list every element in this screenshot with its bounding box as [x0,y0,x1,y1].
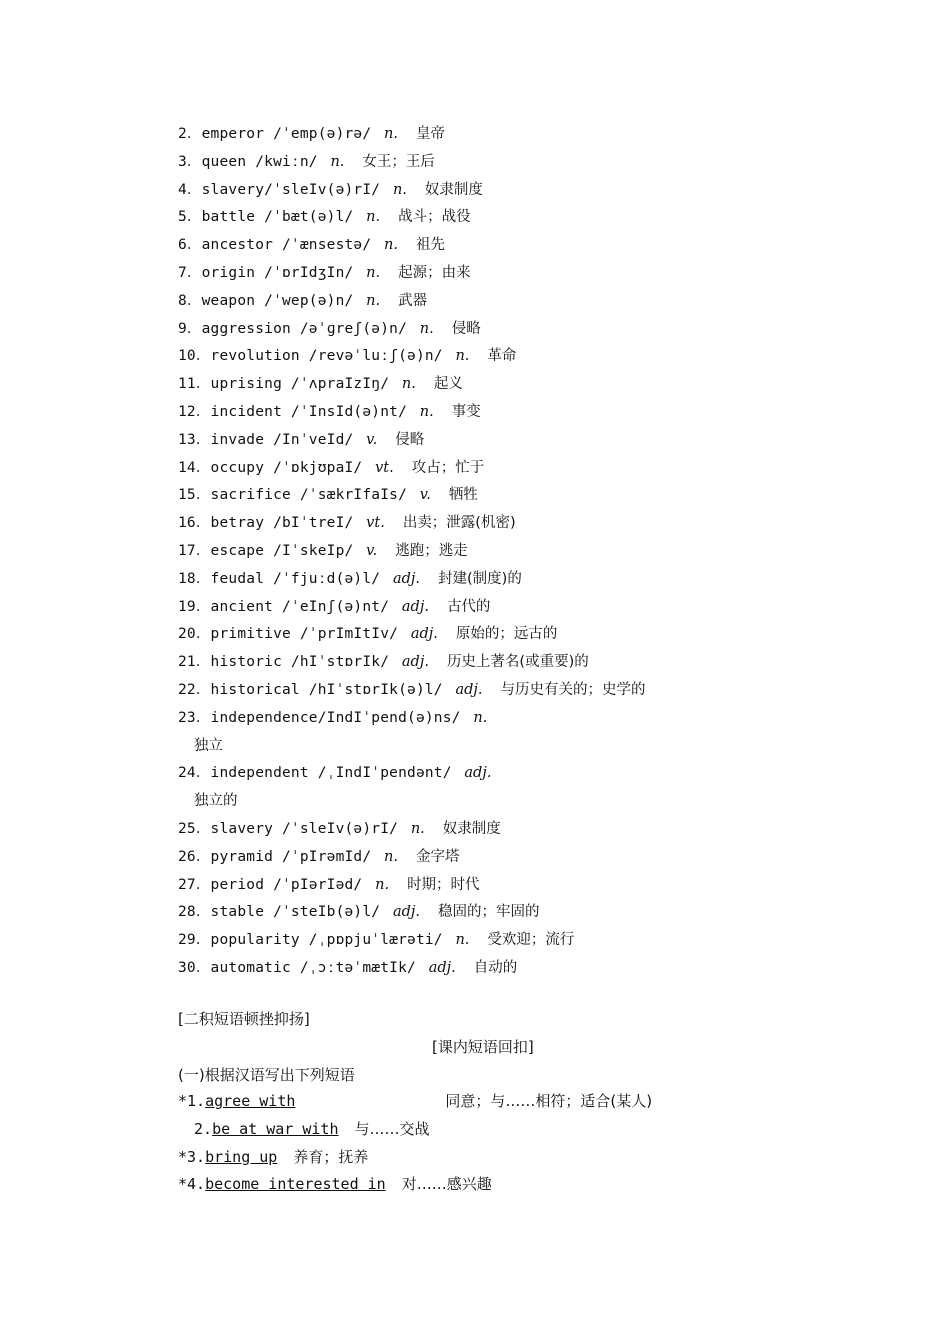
vocab-item [178,760,898,816]
phrase-meaning: 对……感兴趣 [401,1175,492,1194]
vocab-word: 10．revolution /revəˈluːʃ(ə)n/ [178,348,443,365]
phrase-meaning: 与……交战 [354,1119,430,1138]
vocab-meaning: 受欢迎；流行 [487,932,575,949]
vocab-item [178,566,898,594]
vocab-item [178,677,898,705]
vocab-word: 15．sacrifice /ˈsækrIfaIs/ [178,487,408,504]
vocab-item [178,121,898,149]
vocab-meaning: 牺牲 [448,487,478,504]
vocab-item [178,899,898,927]
phrase-answer: be at war with [212,1119,339,1138]
vocab-meaning: 逃跑；逃走 [395,542,468,559]
vocab-meaning: 古代的 [446,598,491,615]
part-of-speech: n. [384,237,398,254]
vocab-item [178,288,898,316]
part-of-speech: n. [392,181,407,198]
phrase-number: *3. [178,1147,206,1166]
vocabulary-list [178,121,898,983]
vocab-item [178,316,898,344]
vocab-word: 12．incident /ˈInsId(ə)nt/ [178,403,408,420]
vocab-item [178,399,898,427]
vocab-word: 22．historical /hIˈstɒrIk(ə)l/ [178,681,443,698]
phrase-answer: bring up [205,1147,278,1166]
part-of-speech: adj. [410,626,438,643]
part-of-speech: vt. [375,459,394,476]
vocab-meaning: 独立 [194,737,223,754]
vocab-meaning: 事变 [451,403,481,420]
vocab-meaning: 与历史有关的；史学的 [500,681,646,698]
vocab-meaning: 侵略 [451,320,481,337]
vocab-meaning: 稳固的；牢固的 [438,904,540,921]
part-of-speech: n. [401,376,416,393]
part-of-speech: adj. [392,904,421,921]
vocab-item [178,455,898,483]
vocab-word: 13．invade /InˈveId/ [178,431,354,448]
vocab-word: 30．automatic /ˌɔːtəˈmætIk/ [178,959,416,976]
phrase-number: *4. [178,1175,206,1194]
vocab-item [178,844,898,872]
vocab-meaning: 封建(制度)的 [438,570,522,587]
part-of-speech: n. [419,320,434,337]
vocab-meaning: 攻占；忙于 [411,459,485,476]
phrase-number: *1. [178,1092,206,1110]
subsection-title: [课内短语回扣] [432,1038,534,1056]
vocab-meaning: 奴隶制度 [424,181,483,198]
vocab-word: 4．slavery/ˈsleIv(ə)rI/ [178,181,381,198]
vocab-meaning: 金字塔 [415,848,460,865]
vocab-word: 19．ancient /ˈeInʃ(ə)nt/ [178,598,390,615]
phrase-item [178,1116,652,1144]
vocab-item [178,510,898,538]
vocab-word: 16．betray /bIˈtreI/ [178,515,354,532]
part-of-speech: adj. [464,765,492,782]
part-of-speech: v. [366,431,378,448]
vocab-meaning: 原始的；远古的 [455,626,558,643]
part-of-speech: n. [419,403,434,420]
vocab-word: 29．popularity /ˌpɒpjuˈlærəti/ [178,932,443,949]
vocab-word: 24．independent /ˌIndIˈpendənt/ [178,765,452,782]
vocab-item [178,955,898,983]
vocab-word: 25．slavery /ˈsleIv(ə)rI/ [178,820,399,837]
vocab-meaning: 革命 [487,348,517,365]
part-of-speech: n. [473,709,488,726]
part-of-speech: n. [384,848,398,865]
phrase-item [178,1088,652,1116]
vocab-meaning: 出卖；泄露(机密) [402,515,516,532]
vocab-word: 5．battle /ˈbæt(ə)l/ [178,209,354,226]
vocab-item [178,427,898,455]
part-of-speech: n. [410,820,425,837]
vocab-meaning: 起源；由来 [398,264,471,281]
vocab-meaning: 奴隶制度 [442,820,501,837]
vocab-meaning: 自动的 [473,959,518,976]
part-of-speech: vt. [366,515,385,532]
vocab-word: 11．uprising /ˈʌpraIzIŋ/ [178,376,390,393]
phrase-answer: become interested in [205,1175,386,1194]
part-of-speech: v. [366,542,378,559]
vocab-meaning: 祖先 [415,237,445,254]
part-title: (一)根据汉语写出下列短语 [178,1066,355,1084]
part-of-speech: adj. [455,681,483,698]
vocab-item [178,594,898,622]
part-of-speech: n. [455,932,470,949]
part-of-speech: n. [366,292,381,309]
vocab-meaning: 皇帝 [415,126,445,142]
vocab-meaning: 武器 [398,292,428,309]
vocab-item [178,204,898,232]
vocab-item [178,149,898,177]
vocab-word: 14．occupy /ˈɒkjʊpaI/ [178,459,363,476]
vocab-word: 7．origin /ˈɒrIdʒIn/ [178,264,354,281]
phrase-number: 2. [194,1119,213,1138]
vocab-meaning: 历史上著名(或重要)的 [446,654,589,671]
part-of-speech: adj. [401,598,429,615]
vocab-meaning: 侵略 [395,431,425,448]
vocab-word: 20．primitive /ˈprImItIv/ [178,626,399,643]
vocab-item [178,343,898,371]
vocab-word: 17．escape /IˈskeIp/ [178,542,354,559]
vocab-item [178,927,898,955]
vocab-item [178,232,898,260]
part-of-speech: n. [330,153,345,170]
section-title: [二积短语顿挫抑扬] [178,1010,310,1028]
part-of-speech: adj. [401,654,429,671]
vocab-word: 27．period /ˈpIərIəd/ [178,876,363,893]
vocab-item [178,260,898,288]
part-of-speech: n. [366,209,381,226]
part-of-speech: n. [366,264,381,281]
vocab-item [178,621,898,649]
vocab-item [178,649,898,677]
phrase-answer: agree with [205,1092,296,1110]
vocab-meaning: 独立的 [194,793,238,810]
vocab-word: 9．aggression /əˈɡreʃ(ə)n/ [178,320,408,337]
phrase-list [178,1088,652,1199]
vocab-item [178,872,898,900]
vocab-word: 18．feudal /ˈfjuːd(ə)l/ [178,570,381,587]
vocab-item [178,371,898,399]
part-of-speech: adj. [428,959,456,976]
vocab-item [178,177,898,205]
vocab-meaning: 战斗；战役 [398,209,471,226]
vocab-word: 26．pyramid /ˈpIrəmId/ [178,848,372,865]
vocab-item [178,816,898,844]
vocab-word: 6．ancestor /ˈænsestə/ [178,237,372,254]
part-of-speech: v. [419,487,431,504]
vocab-meaning: 起义 [433,376,463,393]
phrase-item [178,1171,652,1199]
vocab-item [178,482,898,510]
vocab-meaning: 时期；时代 [407,876,480,893]
part-of-speech: n. [384,126,398,142]
vocab-word: 28．stable /ˈsteIb(ə)l/ [178,904,381,921]
phrase-meaning: 养育；抚养 [293,1147,369,1166]
phrase-item [178,1144,652,1172]
vocab-word: 2．emperor /ˈemp(ə)rə/ [178,126,372,142]
vocab-item [178,538,898,566]
vocab-item [178,705,898,761]
part-of-speech: n. [375,876,390,893]
vocab-word: 3．queen /kwiːn/ [178,153,318,170]
part-of-speech: n. [455,348,470,365]
vocab-word: 23．independence/IndIˈpend(ə)ns/ [178,709,461,726]
vocab-word: 8．weapon /ˈwep(ə)n/ [178,292,354,309]
phrase-meaning: 同意；与……相符；适合(某人) [445,1092,653,1110]
vocab-meaning: 女王；王后 [362,153,435,170]
vocab-word: 21．historic /hIˈstɒrIk/ [178,654,390,671]
part-of-speech: adj. [392,570,421,587]
